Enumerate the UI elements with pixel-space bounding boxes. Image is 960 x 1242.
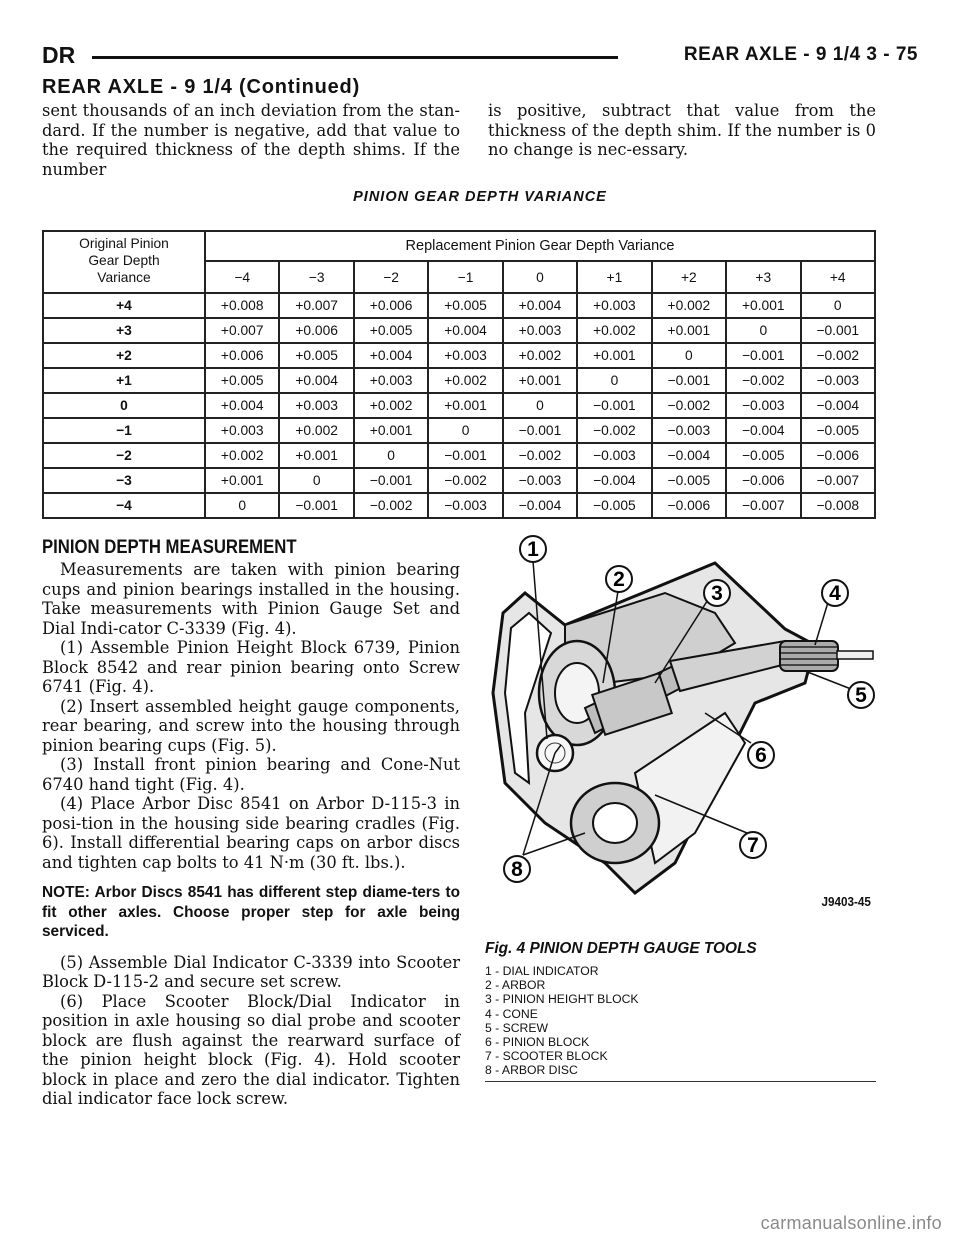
legend-item: 3 - PINION HEIGHT BLOCK bbox=[485, 992, 639, 1007]
table-cell: +0.002 bbox=[279, 418, 353, 443]
table-cell: +0.007 bbox=[279, 293, 353, 318]
table-cell: 0 bbox=[726, 318, 800, 343]
callout-label: 5 bbox=[855, 684, 867, 707]
header-section-page: REAR AXLE - 9 1/4 3 - 75 bbox=[683, 44, 918, 65]
paragraph: Measurements are taken with pinion bearing cups and pinion bearings installed in the housing. Take measurements with Pinion Gauge Set and Dial Indi-cator C-3339 (Fig. 4). bbox=[42, 560, 460, 638]
table-cell: −0.001 bbox=[801, 318, 876, 343]
header-model: DR bbox=[42, 42, 76, 68]
legend-item: 2 - ARBOR bbox=[485, 978, 546, 993]
table-cell: 0 bbox=[652, 343, 726, 368]
table-cell: +0.001 bbox=[205, 468, 279, 493]
table-cell: +0.003 bbox=[279, 393, 353, 418]
table-cell: −0.005 bbox=[652, 468, 726, 493]
table-cell: −0.003 bbox=[726, 393, 800, 418]
span-header: Replacement Pinion Gear Depth Variance bbox=[205, 231, 875, 261]
table-cell: 0 bbox=[354, 443, 428, 468]
row-header: 0 bbox=[43, 393, 205, 418]
section-title: PINION DEPTH MEASUREMENT bbox=[42, 537, 297, 558]
table-cell: +0.002 bbox=[205, 443, 279, 468]
row-header: −3 bbox=[43, 468, 205, 493]
corner-line: Gear Depth bbox=[88, 253, 160, 268]
table-cell: −0.002 bbox=[577, 418, 651, 443]
table-cell: +0.003 bbox=[503, 318, 577, 343]
table-cell: −0.002 bbox=[726, 368, 800, 393]
table-cell: −0.004 bbox=[503, 493, 577, 518]
gauge-tools-drawing bbox=[485, 533, 877, 913]
table-cell: −0.004 bbox=[652, 443, 726, 468]
intro-left-text: sent thousands of an inch deviation from the stan-dard. If the number is negative, add that value to the required thickness of the depth shims. If the number bbox=[42, 101, 460, 179]
table-cell: −0.005 bbox=[726, 443, 800, 468]
table-row bbox=[43, 368, 875, 393]
column-header: +4 bbox=[801, 261, 876, 293]
paragraph: (4) Place Arbor Disc 8541 on Arbor D-115-3 in posi-tion in the housing side bearing cradles (Fig. 6). Install differential bearing caps on arbor discs and tighten cap bolts to 41 N·m (30 ft. lbs.). bbox=[42, 794, 460, 872]
paragraph: (1) Assemble Pinion Height Block 6739, Pinion Block 8542 and rear pinion bearing onto Screw 6741 (Fig. 4). bbox=[42, 638, 460, 696]
table-cell: +0.004 bbox=[428, 318, 502, 343]
corner-line: Original Pinion bbox=[79, 236, 169, 251]
corner-line: Variance bbox=[97, 270, 151, 285]
column-header: −3 bbox=[279, 261, 353, 293]
table-cell: −0.006 bbox=[652, 493, 726, 518]
column-header: −1 bbox=[428, 261, 502, 293]
table-cell: 0 bbox=[428, 418, 502, 443]
table-cell: +0.001 bbox=[279, 443, 353, 468]
legend-item: 6 - PINION BLOCK bbox=[485, 1035, 590, 1050]
legend-item: 8 - ARBOR DISC bbox=[485, 1063, 578, 1078]
row-header: −1 bbox=[43, 418, 205, 443]
callout-8 bbox=[504, 856, 530, 882]
legend-item: 1 - DIAL INDICATOR bbox=[485, 964, 599, 978]
column-header: +3 bbox=[726, 261, 800, 293]
paragraph: (2) Insert assembled height gauge components, rear bearing, and screw into the housing through pinion bearing cups (Fig. 5). bbox=[42, 696, 460, 755]
table-cell: +0.005 bbox=[428, 293, 502, 318]
legend-item: 4 - CONE bbox=[485, 1006, 538, 1021]
table-title: PINION GEAR DEPTH VARIANCE bbox=[353, 189, 607, 205]
table-cell: 0 bbox=[577, 368, 651, 393]
table-cell: −0.008 bbox=[801, 493, 876, 518]
row-header: −4 bbox=[43, 493, 205, 518]
table-cell: −0.002 bbox=[652, 393, 726, 418]
table-cell: −0.002 bbox=[503, 443, 577, 468]
table-cell: +0.004 bbox=[503, 293, 577, 318]
table-cell: −0.001 bbox=[726, 343, 800, 368]
table-cell: +0.001 bbox=[503, 368, 577, 393]
table-cell: +0.005 bbox=[354, 318, 428, 343]
table-cell: 0 bbox=[279, 468, 353, 493]
table-cell: −0.005 bbox=[577, 493, 651, 518]
note: NOTE: Arbor Discs 8541 has different step diame-ters to fit other axles. Choose proper step for axle being serviced. bbox=[42, 884, 460, 940]
table-cell: +0.002 bbox=[428, 368, 502, 393]
corner-header bbox=[43, 231, 205, 293]
column-header: +1 bbox=[577, 261, 651, 293]
table-row bbox=[43, 318, 875, 343]
pinion-gauge-illustration bbox=[485, 533, 877, 913]
table-cell: +0.005 bbox=[205, 368, 279, 393]
table-cell: −0.007 bbox=[726, 493, 800, 518]
table-cell: −0.002 bbox=[428, 468, 502, 493]
legend-item: 5 - SCREW bbox=[485, 1020, 548, 1035]
table-cell: +0.008 bbox=[205, 293, 279, 318]
paragraph: (3) Install front pinion bearing and Cone-Nut 6740 hand tight (Fig. 4). bbox=[42, 755, 460, 794]
figure-caption: Fig. 4 PINION DEPTH GAUGE TOOLS bbox=[485, 940, 757, 957]
page-header bbox=[42, 40, 918, 70]
callout-2 bbox=[606, 566, 632, 592]
table-cell: −0.003 bbox=[577, 443, 651, 468]
table-cell: −0.003 bbox=[801, 368, 876, 393]
column-header: −2 bbox=[354, 261, 428, 293]
callout-label: 4 bbox=[829, 582, 841, 605]
table-row bbox=[43, 468, 875, 493]
callout-7 bbox=[740, 832, 766, 858]
table-cell: +0.002 bbox=[503, 343, 577, 368]
table-cell: +0.006 bbox=[354, 293, 428, 318]
table-cell: −0.001 bbox=[354, 468, 428, 493]
callout-4 bbox=[822, 580, 848, 606]
table-cell: +0.004 bbox=[354, 343, 428, 368]
table-cell: +0.001 bbox=[428, 393, 502, 418]
intro-right-text: is positive, subtract that value from the thickness of the depth shim. If the number is 0 no change is nec-essary. bbox=[488, 101, 876, 159]
row-header: −2 bbox=[43, 443, 205, 468]
table-cell: −0.003 bbox=[503, 468, 577, 493]
section-body bbox=[42, 560, 460, 1109]
table-cell: −0.004 bbox=[801, 393, 876, 418]
callout-label: 6 bbox=[755, 744, 767, 767]
table-row bbox=[43, 493, 875, 518]
table-cell: +0.004 bbox=[279, 368, 353, 393]
table-cell: −0.001 bbox=[652, 368, 726, 393]
table-cell: −0.002 bbox=[354, 493, 428, 518]
row-header: +4 bbox=[43, 293, 205, 318]
table-cell: +0.002 bbox=[652, 293, 726, 318]
column-header: −4 bbox=[205, 261, 279, 293]
callout-label: 8 bbox=[511, 858, 523, 881]
table-row bbox=[43, 293, 875, 318]
table-cell: +0.002 bbox=[577, 318, 651, 343]
table-cell: +0.003 bbox=[428, 343, 502, 368]
watermark: carmanualsonline.info bbox=[760, 1213, 942, 1233]
table-cell: +0.003 bbox=[205, 418, 279, 443]
table-row bbox=[43, 393, 875, 418]
table-cell: +0.006 bbox=[205, 343, 279, 368]
figure-code: J9403-45 bbox=[821, 894, 871, 909]
table-cell: −0.005 bbox=[801, 418, 876, 443]
table-cell: +0.001 bbox=[652, 318, 726, 343]
legend-item: 7 - SCOOTER BLOCK bbox=[485, 1049, 608, 1064]
column-header: 0 bbox=[503, 261, 577, 293]
table-cell: +0.005 bbox=[279, 343, 353, 368]
table-cell: −0.007 bbox=[801, 468, 876, 493]
row-header: +3 bbox=[43, 318, 205, 343]
callout-5 bbox=[848, 682, 874, 708]
table-row bbox=[43, 343, 875, 368]
table-cell: −0.006 bbox=[801, 443, 876, 468]
table-cell: −0.003 bbox=[428, 493, 502, 518]
callout-label: 2 bbox=[613, 568, 625, 591]
table-cell: −0.006 bbox=[726, 468, 800, 493]
table-cell: 0 bbox=[503, 393, 577, 418]
table-cell: −0.001 bbox=[279, 493, 353, 518]
table-cell: 0 bbox=[801, 293, 876, 318]
callout-label: 7 bbox=[747, 834, 759, 857]
table-cell: +0.006 bbox=[279, 318, 353, 343]
header-rule bbox=[92, 56, 618, 59]
row-header: +1 bbox=[43, 368, 205, 393]
legend-rule bbox=[485, 1081, 876, 1082]
table-cell: −0.003 bbox=[652, 418, 726, 443]
paragraph: (6) Place Scooter Block/Dial Indicator in position in axle housing so dial probe and scooter block are flush against the rearward surface of the pinion height block (Fig. 4). Hold scooter block in place and zero the dial indicator. Tighten dial indicator face lock screw. bbox=[42, 991, 460, 1108]
callout-label: 1 bbox=[527, 538, 539, 561]
callout-6 bbox=[748, 742, 774, 768]
table-cell: +0.004 bbox=[205, 393, 279, 418]
variance-table bbox=[42, 230, 876, 519]
column-header: +2 bbox=[652, 261, 726, 293]
figure-legend bbox=[485, 964, 639, 1078]
table-cell: +0.001 bbox=[577, 343, 651, 368]
paragraph: (5) Assemble Dial Indicator C-3339 into Scooter Block D-115-2 and secure set screw. bbox=[42, 952, 460, 991]
callout-3 bbox=[704, 580, 730, 606]
table-row bbox=[43, 443, 875, 468]
table-cell: −0.004 bbox=[577, 468, 651, 493]
table-cell: −0.001 bbox=[503, 418, 577, 443]
continued-heading: REAR AXLE - 9 1/4 (Continued) bbox=[42, 76, 361, 98]
table-cell: +0.001 bbox=[726, 293, 800, 318]
table-cell: +0.003 bbox=[577, 293, 651, 318]
table-cell: +0.001 bbox=[354, 418, 428, 443]
table-cell: −0.001 bbox=[428, 443, 502, 468]
table-cell: −0.004 bbox=[726, 418, 800, 443]
row-header: +2 bbox=[43, 343, 205, 368]
table-cell: +0.002 bbox=[354, 393, 428, 418]
table-cell: +0.003 bbox=[354, 368, 428, 393]
callout-label: 3 bbox=[711, 582, 723, 605]
callout-1 bbox=[520, 536, 546, 562]
table-cell: −0.001 bbox=[577, 393, 651, 418]
table-row bbox=[43, 418, 875, 443]
table-cell: 0 bbox=[205, 493, 279, 518]
table-cell: −0.002 bbox=[801, 343, 876, 368]
table-cell: +0.007 bbox=[205, 318, 279, 343]
